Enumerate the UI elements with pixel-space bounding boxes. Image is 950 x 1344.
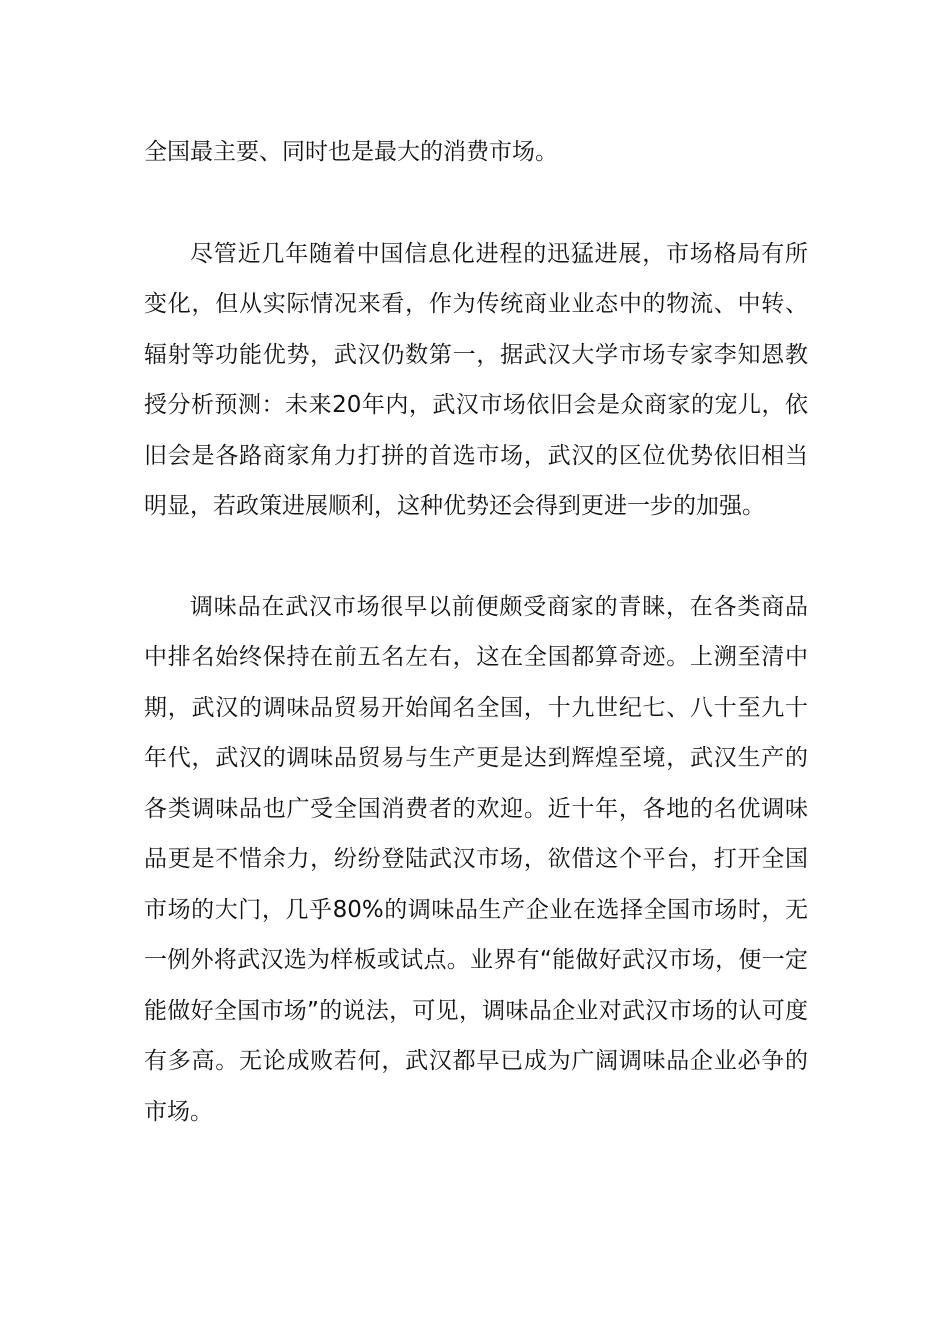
document-body xyxy=(144,127,808,1137)
paragraph-continuation: 全国最主要、同时也是最大的消费市场。 xyxy=(144,139,558,165)
paragraph-spacer xyxy=(144,178,808,229)
paragraph-condiment-history: 调味品在武汉市场很早以前便颇受商家的青睐，在各类商品中排名始终保持在前五名左右，这在全国都算奇迹。上溯至清中期，武汉的调味品贸易开始闻名全国，十九世纪七、八十至九十年代，武汉的调味品贸易与生产更是达到辉煌至境，武汉生产的各类调味品也广受全国消费者的欢迎。近十年，各地的名优调味品更是不惜余力，纷纷登陆武汉市场，欲借这个平台，打开全国市场的大门，几乎80%的调味品生产企业在选择全国市场时，无一例外将武汉选为样板或试点。业界有“能做好武汉市场，便一定能做好全国市场”的说法，可见，调味品企业对武汉市场的认可度有多高。无论成败若何，武汉都早已成为广阔调味品企业必争的市场。 xyxy=(144,593,808,1125)
paragraph-market-outlook: 尽管近几年随着中国信息化进程的迅猛进展，市场格局有所变化，但从实际情况来看，作为传统商业业态中的物流、中转、辐射等功能优势，武汉仍数第一，据武汉大学市场专家李知恩教授分析预测：未来20年内，武汉市场依旧会是众商家的宠儿，依旧会是各路商家角力打拼的首选市场，武汉的区位优势依旧相当明显，若政策进展顺利，这种优势还会得到更进一步的加强。 xyxy=(144,240,808,519)
paragraph-spacer xyxy=(144,532,808,582)
